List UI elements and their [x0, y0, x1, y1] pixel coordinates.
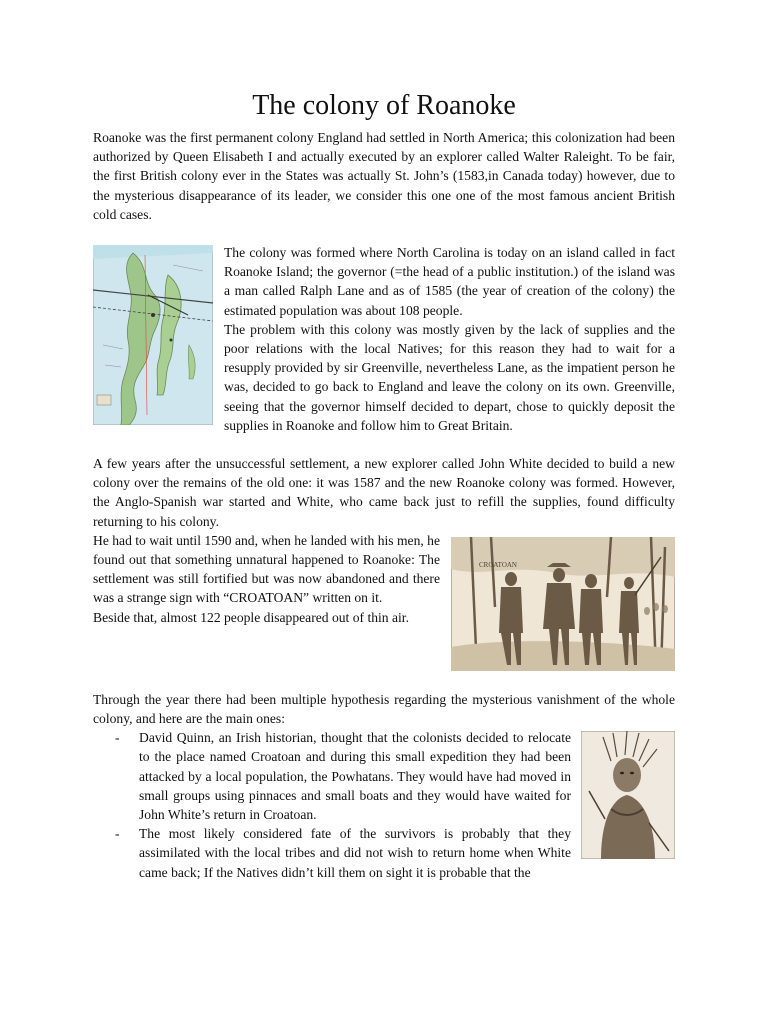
hypothesis-text: David Quinn, an Irish historian, thought that the colonists decided to relocate to the place named Croatoan and during this small expedition they had been attacked by a local population, the Powhatans. They would have had moved in small groups using pinnaces and small boats and they would have waited for John White’s return in Croatoan.	[139, 730, 571, 823]
document-body	[93, 88, 675, 882]
paragraph-gap	[93, 671, 675, 690]
page-title: The colony of Roanoke	[252, 90, 516, 121]
croatoan-sign-text: CROATOAN	[479, 560, 517, 569]
list-bullet: -	[115, 826, 120, 842]
list-item	[115, 824, 675, 882]
list-bullet: -	[115, 730, 120, 746]
paragraph-hypotheses-intro: Through the year there had been multiple hypothesis regarding the mysterious vanishment of the whole colony, and here are the main ones:	[93, 691, 675, 727]
paragraph-formation: The colony was formed where North Carolina is today on an island called in fact Roanoke Island; the governor (=the head of a public institution.) of the island was a man called Ralph Lane and as of 1585 (the year of creation of the colony) the estimated population was about 108 people.	[224, 245, 675, 318]
hypothesis-text: The most likely considered fate of the survivors is probably that they assimilated with the local tribes and did not wish to return home when White came back; If the Natives didn’t kill them on sight it is probable that the	[139, 826, 571, 880]
list-item	[115, 728, 675, 824]
paragraph-gap	[93, 435, 675, 454]
roanoke-map-image	[93, 245, 213, 425]
paragraph-return-1590: He had to wait until 1590 and, when he landed with his men, he found out that something unnatural happened to Roanoke: The settlement was still fortified but was now abandoned and there was a strange sign with “CROATOAN” written on it.	[93, 532, 440, 606]
paragraph-john-white: A few years after the unsuccessful settlement, a new explorer called John White decided to build a new colony over the remains of the old one: it was 1587 and the new Roanoke colony was formed. However, the Anglo-Spanish war started and White, who came back just to refill the supplies, found difficulty returning to his colony.	[93, 456, 675, 529]
hypotheses-list	[93, 728, 675, 882]
paragraph-gap	[93, 224, 675, 243]
paragraph-intro: Roanoke was the first permanent colony England had settled in North America; this colonization had been authorized by Queen Elisabeth I and actually executed by an explorer called Walter Raleight. To be fair, the first British colony ever in the States was actually St. John’s (1583,in Canada today) however, due to the mysterious disappearance of its leader, we consider this one one of the most famous ancient British cold cases.	[93, 130, 675, 222]
paragraph-supplies: The problem with this colony was mostly given by the lack of supplies and the poor relations with the local Natives; for this reason they had to wait for a resupply provided by sir Greenville, nevertheless Lane, as the impatient person he was, decided to go back to England and leave the colony on its own. Greenville, seeing that the governor himself decided to depart, chose to quickly deposit the supplies in Roanoke and follow him to Great Britain.	[224, 321, 675, 433]
croatoan-engraving-image	[451, 537, 675, 671]
paragraph-disappeared: Beside that, almost 122 people disappeared out of thin air.	[93, 609, 409, 625]
